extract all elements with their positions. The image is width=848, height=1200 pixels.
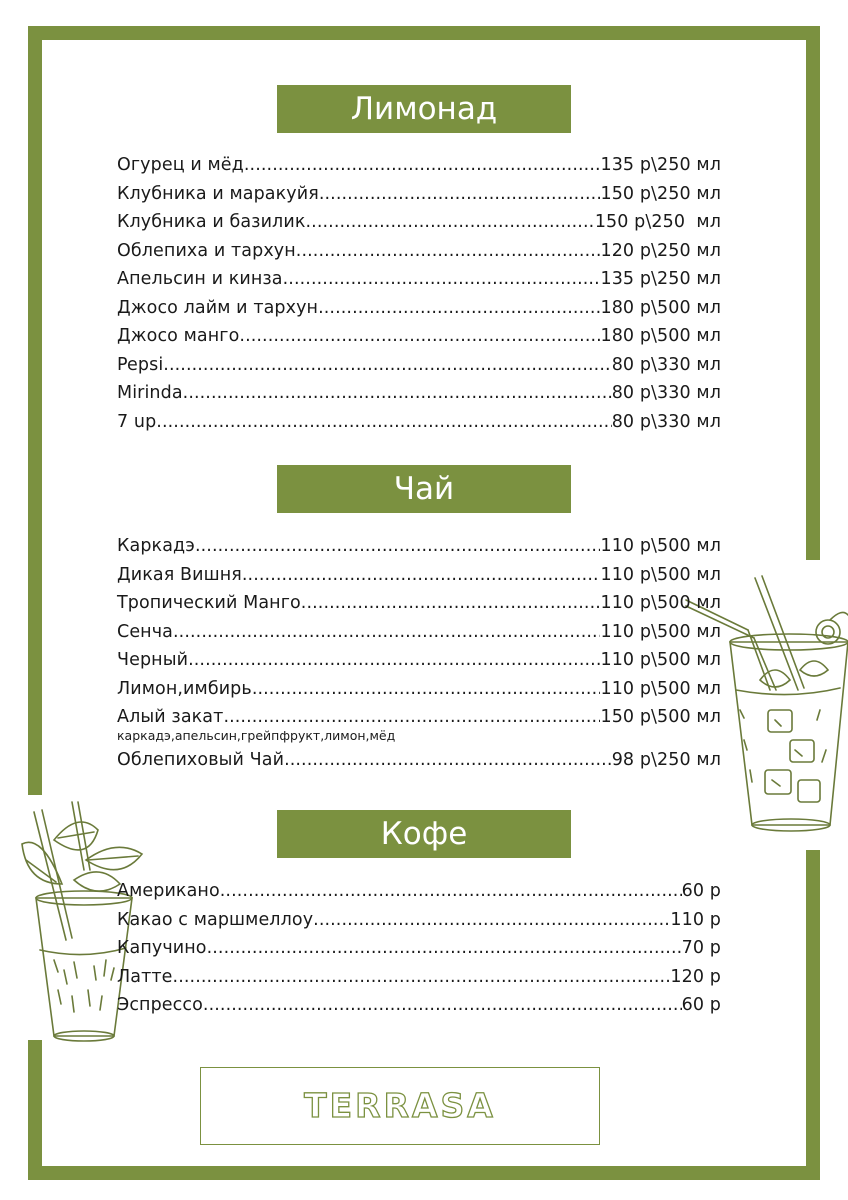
section-header-coffee [277, 810, 571, 858]
menu-item: Латте ..... 120 р [117, 967, 721, 996]
menu-item: Апельсин и кинза ..... 135 р\250 мл [117, 269, 721, 298]
menu-item: Облепиха и тархун ..... 120 р\250 мл [117, 241, 721, 270]
brand-logo-box [200, 1067, 600, 1145]
section-title-tea: Чай [393, 471, 455, 507]
coffee-list [117, 881, 721, 1024]
menu-item: Лимон,имбирь ..... 110 р\500 мл [117, 679, 721, 708]
menu-item: Капучино ..... 70 р [117, 938, 721, 967]
menu-item: Джосо лайм и тархун ..... 180 р\500 мл [117, 298, 721, 327]
menu-item: Эспрессо ..... 60 р [117, 995, 721, 1024]
menu-item: Американо ..... 60 р [117, 881, 721, 910]
menu-item: Клубника и базилик ..... 150 р\250 мл [117, 212, 721, 241]
section-title-lemonade: Лимонад [350, 91, 498, 127]
menu-item: Клубника и маракуйя ..... 150 р\250 мл [117, 184, 721, 213]
menu-item: Дикая Вишня ..... 110 р\500 мл [117, 565, 721, 594]
menu-item: Сенча ..... 110 р\500 мл [117, 622, 721, 651]
brand-name: TERRASA [304, 1086, 496, 1125]
menu-item: Pepsi ..... 80 р\330 мл [117, 355, 721, 384]
menu-item: Какао с маршмеллоу ..... 110 р [117, 910, 721, 939]
menu-item: 7 up ..... 80 р\330 мл [117, 412, 721, 441]
menu-item: Алый закат ..... 150 р\500 мл [117, 707, 721, 736]
menu-item-note: каркадэ,апельсин,грейпфрукт,лимон,мёд [117, 727, 396, 743]
menu-item: Mirinda ..... 80 р\330 мл [117, 383, 721, 412]
menu-item: Каркадэ ..... 110 р\500 мл [117, 536, 721, 565]
menu-item: Огурец и мёд ..... 135 р\250 мл [117, 155, 721, 184]
menu-item: Облепиховый Чай ..... 98 р\250 мл [117, 750, 721, 779]
tea-list [117, 536, 721, 778]
section-header-lemonade [277, 85, 571, 133]
section-title-coffee: Кофе [380, 816, 468, 852]
lemonade-list [117, 155, 721, 440]
menu-item: Черный ..... 110 р\500 мл [117, 650, 721, 679]
menu-item: Джосо манго ..... 180 р\500 мл [117, 326, 721, 355]
menu-item: Тропический Манго ..... 110 р\500 мл [117, 593, 721, 622]
section-header-tea [277, 465, 571, 513]
